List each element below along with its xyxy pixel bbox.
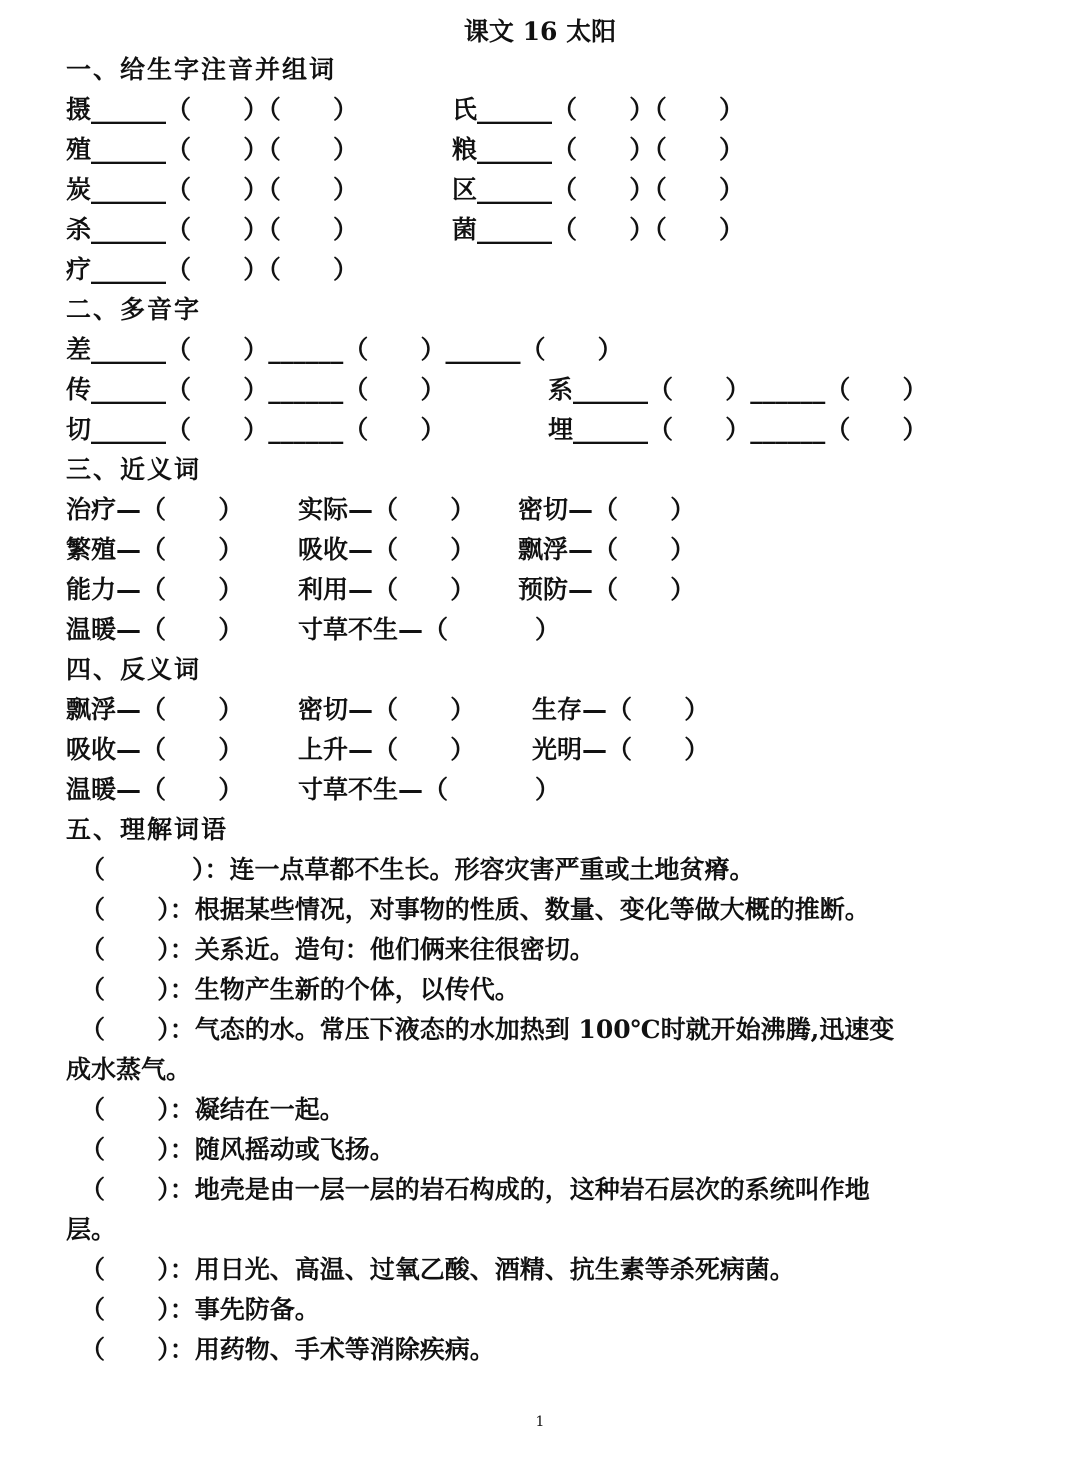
page-number: 1 <box>535 1414 545 1430</box>
antonym-item: 光明—（ ） <box>532 735 710 764</box>
definition-item: （ ）：根据某些情况，对事物的性质、数量、变化等做大概的推断。 <box>80 895 870 924</box>
row-left: 差______（ ）______（ ）______（ ） <box>66 335 623 364</box>
row-left: 摄______（ ）（ ） <box>66 95 358 124</box>
synonym-item: 治疗—（ ） <box>66 495 244 524</box>
antonym-row <box>66 772 561 808</box>
synonym-row <box>66 572 696 608</box>
row-right: 区______（ ）（ ） <box>452 175 744 204</box>
section1-row <box>66 92 744 128</box>
definition-item: （ ）：事先防备。 <box>80 1295 320 1324</box>
antonym-item: 生存—（ ） <box>532 695 710 724</box>
synonym-item: 繁殖—（ ） <box>66 535 244 564</box>
row-left: 杀______（ ）（ ） <box>66 215 358 244</box>
section1-row <box>66 132 744 168</box>
antonym-row <box>66 732 710 768</box>
section1-row <box>66 172 744 208</box>
section-heading-4: 四、反义词 <box>66 655 202 684</box>
row-right: 粮______（ ）（ ） <box>452 135 744 164</box>
section-heading-3: 三、近义词 <box>66 455 202 484</box>
definition-item: （ ）：凝结在一起。 <box>80 1095 345 1124</box>
synonym-item: 飘浮—（ ） <box>518 535 696 564</box>
section-heading-5: 五、理解词语 <box>66 815 229 844</box>
synonym-item: 预防—（ ） <box>518 575 696 604</box>
section1-row <box>66 252 358 288</box>
definition-item: （ ）：关系近。造句：他们俩来往很密切。 <box>80 935 595 964</box>
definition-item: （ ）：连一点草都不生长。形容灾害严重或土地贫瘠。 <box>80 855 755 884</box>
section2-row <box>66 412 928 448</box>
definition-continuation: 成水蒸气。 <box>66 1055 192 1084</box>
synonym-item: 利用—（ ） <box>298 575 476 604</box>
synonym-row <box>66 612 561 648</box>
synonym-item: 能力—（ ） <box>66 575 244 604</box>
antonym-item: 密切—（ ） <box>298 695 476 724</box>
synonym-row <box>66 532 696 568</box>
page-title: 课文 16 太阳 <box>463 17 617 46</box>
section1-row <box>66 212 744 248</box>
row-right: 系______（ ）______（ ） <box>548 375 928 404</box>
antonym-item: 上升—（ ） <box>298 735 476 764</box>
row-right: 埋______（ ）______（ ） <box>548 415 928 444</box>
definition-item: （ ）：用日光、高温、过氧乙酸、酒精、抗生素等杀死病菌。 <box>80 1255 795 1284</box>
antonym-item: 温暖—（ ） <box>66 775 244 804</box>
antonym-item: 寸草不生—（ ） <box>298 775 561 804</box>
row-right: 氏______（ ）（ ） <box>452 95 744 124</box>
row-left: 切______（ ）______（ ） <box>66 415 446 444</box>
antonym-item: 吸收—（ ） <box>66 735 244 764</box>
row-left: 炭______（ ）（ ） <box>66 175 358 204</box>
synonym-item: 寸草不生—（ ） <box>298 615 561 644</box>
section-heading-1: 一、给生字注音并组词 <box>66 55 337 84</box>
section-heading-2: 二、多音字 <box>66 295 202 324</box>
antonym-row <box>66 692 710 728</box>
section2-row <box>66 332 623 368</box>
synonym-item: 密切—（ ） <box>518 495 696 524</box>
definition-item: （ ）：地壳是由一层一层的岩石构成的，这种岩石层次的系统叫作地 <box>80 1175 870 1204</box>
definition-item: （ ）：生物产生新的个体，以传代。 <box>80 975 520 1004</box>
row-left: 传______（ ）______（ ） <box>66 375 446 404</box>
synonym-item: 吸收—（ ） <box>298 535 476 564</box>
definition-item: （ ）：气态的水。常压下液态的水加热到 100℃时就开始沸腾,迅速变 <box>80 1015 895 1044</box>
synonym-row <box>66 492 696 528</box>
definition-item: （ ）：随风摇动或飞扬。 <box>80 1135 395 1164</box>
antonym-item: 飘浮—（ ） <box>66 695 244 724</box>
synonym-item: 温暖—（ ） <box>66 615 244 644</box>
section2-row <box>66 372 928 408</box>
synonym-item: 实际—（ ） <box>298 495 476 524</box>
row-left: 殖______（ ）（ ） <box>66 135 358 164</box>
definition-item: （ ）：用药物、手术等消除疾病。 <box>80 1335 495 1364</box>
definition-continuation: 层。 <box>66 1215 117 1244</box>
row-left: 疗______（ ）（ ） <box>66 255 358 284</box>
row-right: 菌______（ ）（ ） <box>452 215 744 244</box>
